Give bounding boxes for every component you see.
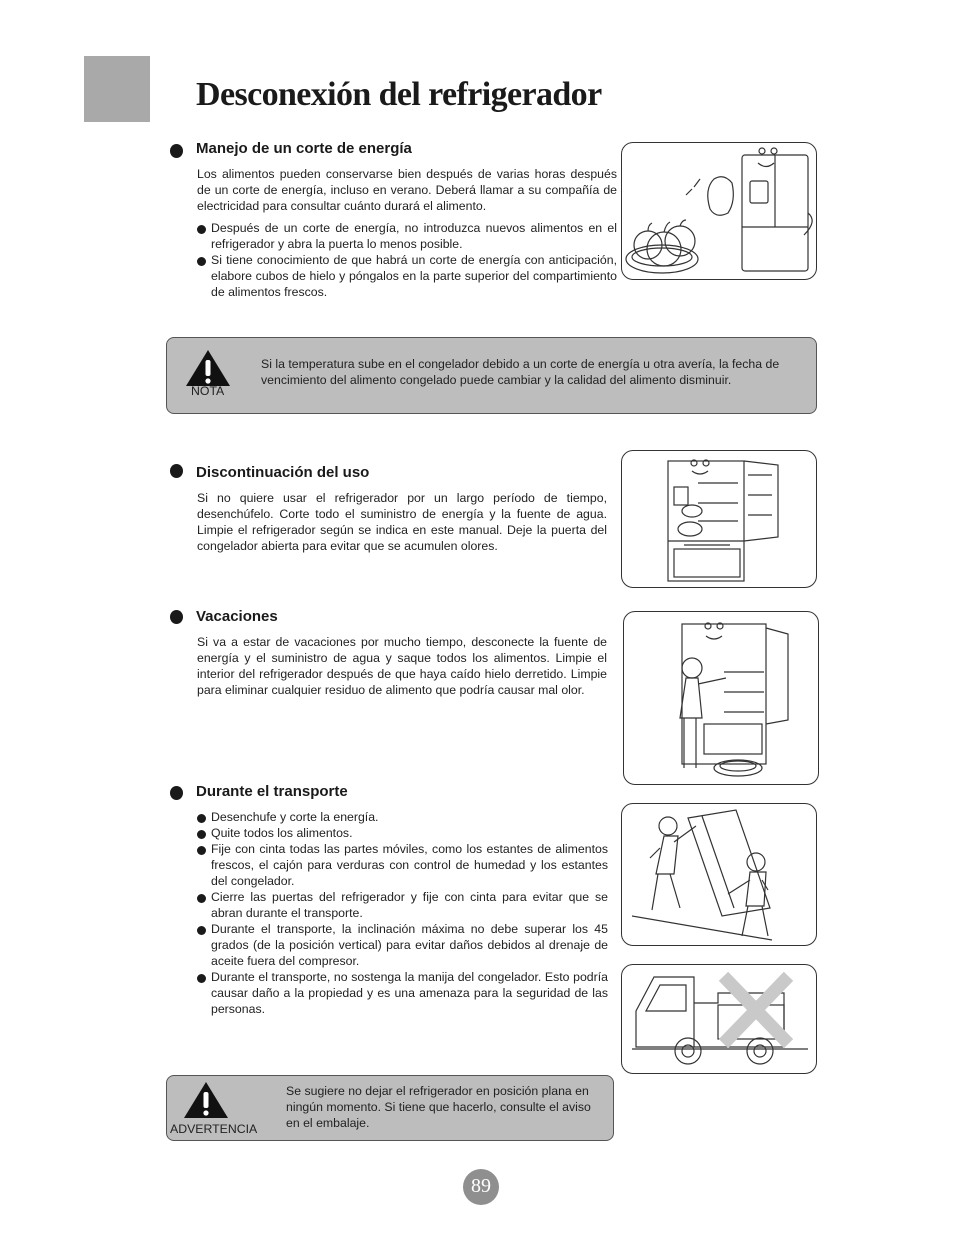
heading-transport: Durante el transporte — [196, 783, 348, 800]
power-outage-list — [197, 220, 617, 300]
chapter-tab — [84, 56, 150, 122]
list-item: Quite todos los alimentos. — [197, 825, 608, 841]
list-item: Durante el transporte, la inclinación máxima no debe superar los 45 grados (de la posición vertical) para evitar daños debidos al drenaje de aceite fuera del compresor. — [197, 921, 608, 969]
illustration-fridge-open — [621, 450, 817, 588]
bullet-icon — [197, 894, 206, 903]
warning-text: Se sugiere no dejar el refrigerador en posición plana en ningún momento. Si tiene que hacerlo, consulte el aviso en el embalaje. — [286, 1084, 591, 1130]
bullet-icon — [197, 225, 206, 234]
warning-triangle-icon — [182, 1080, 230, 1120]
section-bullet-icon — [170, 610, 183, 624]
illustration-cleaning-fridge — [623, 611, 819, 785]
bullet-icon — [197, 846, 206, 855]
page-number: 89 — [463, 1169, 499, 1205]
section-bullet-icon — [170, 144, 183, 158]
bullet-icon — [197, 257, 206, 266]
list-item: Después de un corte de energía, no introduzca nuevos alimentos en el refrigerador y abra la puerta lo menos posible. — [197, 220, 617, 252]
section-bullet-icon — [170, 464, 183, 478]
cleaning-fridge-illustration — [624, 612, 818, 784]
power-outage-paragraph: Los alimentos pueden conservarse bien después de varias horas después de un corte de energía, incluso en verano. Deberá llamar a su compañía de electricidad para consultar cuánto durará el alimento. — [197, 167, 617, 213]
illustration-carrying-fridge — [621, 803, 817, 946]
bullet-icon — [197, 830, 206, 839]
fridge-waving-illustration — [622, 143, 816, 279]
list-item: Fije con cinta todas las partes móviles, como los estantes de alimentos frescos, el cajón para verduras con control de humedad y los estantes del congelador. — [197, 841, 608, 889]
carrying-fridge-illustration — [622, 804, 816, 945]
heading-power-outage: Manejo de un corte de energía — [196, 140, 412, 157]
illustration-truck-lying-fridge — [621, 964, 817, 1074]
bullet-icon — [197, 974, 206, 983]
vacation-paragraph: Si va a estar de vacaciones por mucho tiempo, desconecte la fuente de energía y el suministro de agua y saque todos los alimentos. Limpie el interior del refrigerador después de que haya caído hielo derretido. Limpie para eliminar cualquier residuo de alimento que podría causar mal olor. — [197, 635, 607, 697]
transport-list — [197, 809, 608, 1017]
list-item: Si tiene conocimiento de que habrá un corte de energía con anticipación, elabore cubos de hielo y póngalos en la parte superior del compartimiento de alimentos frescos. — [197, 252, 617, 300]
illustration-fridge-waving — [621, 142, 817, 280]
truck-crossed-illustration — [622, 965, 816, 1073]
section-bullet-icon — [170, 786, 183, 800]
list-item: Cierre las puertas del refrigerador y fije con cinta para evitar que se abran durante el transporte. — [197, 889, 608, 921]
bullet-icon — [197, 926, 206, 935]
list-item: Durante el transporte, no sostenga la manija del congelador. Esto podría causar daño a la propiedad y es una amenaza para la seguridad de las personas. — [197, 969, 608, 1017]
page-title: Desconexión del refrigerador — [196, 76, 602, 113]
bullet-icon — [197, 814, 206, 823]
heading-vacation: Vacaciones — [196, 608, 278, 625]
note-text: Si la temperatura sube en el congelador debido a un corte de energía u otra avería, la fecha de vencimiento del alimento congelado puede cambiar y la calidad del alimento disminuir. — [261, 357, 780, 387]
discontinue-paragraph: Si no quiere usar el refrigerador por un largo período de tiempo, desenchúfelo. Corte todo el suministro de energía y la fuente de agua. Limpie el refrigerador según se indica en este manual. Deje la puerta del congelador abierta para evitar que se acumulen olores. — [197, 491, 607, 553]
warning-triangle-icon — [184, 348, 232, 388]
list-item: Desenchufe y corte la energía. — [197, 809, 608, 825]
fridge-open-illustration — [622, 451, 816, 587]
prohibited-x-icon — [728, 981, 784, 1039]
heading-discontinue: Discontinuación del uso — [196, 464, 370, 481]
note-box — [166, 337, 817, 414]
warning-box — [166, 1075, 614, 1141]
warning-label: ADVERTENCIA — [170, 1122, 258, 1136]
note-label: NOTA — [191, 384, 225, 398]
